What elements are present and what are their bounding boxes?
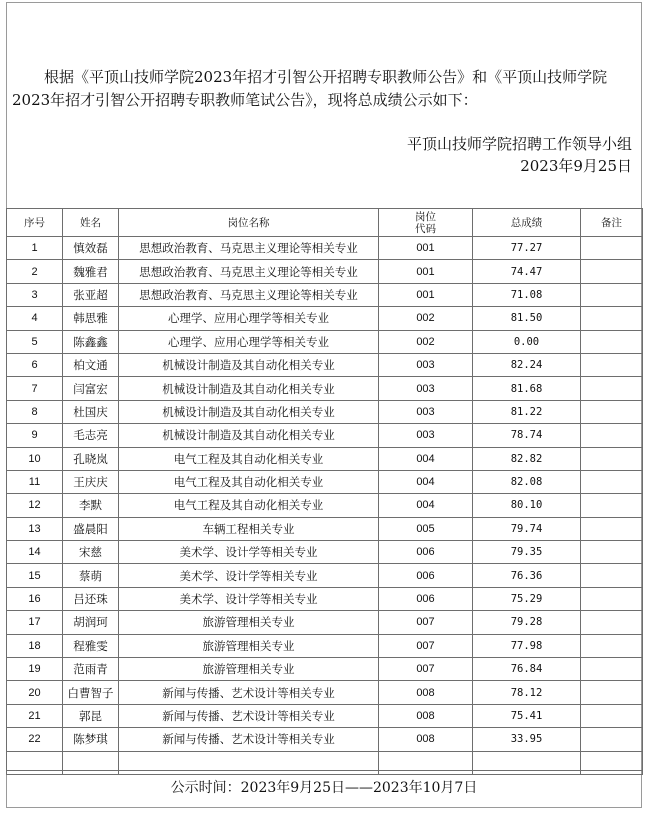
table-row bbox=[7, 634, 643, 657]
row-position: 新闻与传播、艺术设计等相关专业 bbox=[119, 728, 379, 751]
table-row bbox=[7, 307, 643, 330]
row-position: 新闻与传播、艺术设计等相关专业 bbox=[119, 704, 379, 727]
row-position: 机械设计制造及其自动化相关专业 bbox=[119, 424, 379, 447]
row-remark bbox=[581, 353, 643, 376]
header-code bbox=[379, 209, 473, 237]
table-row bbox=[7, 611, 643, 634]
row-name: 柏文通 bbox=[63, 353, 119, 376]
row-score: 74.47 bbox=[473, 260, 581, 283]
row-score: 76.36 bbox=[473, 564, 581, 587]
row-code: 008 bbox=[379, 704, 473, 727]
row-score: 78.12 bbox=[473, 681, 581, 704]
row-position: 思想政治教育、马克思主义理论等相关专业 bbox=[119, 283, 379, 306]
row-name: 毛志亮 bbox=[63, 424, 119, 447]
row-position: 机械设计制造及其自动化相关专业 bbox=[119, 377, 379, 400]
row-index: 13 bbox=[7, 517, 63, 540]
row-remark bbox=[581, 400, 643, 423]
row-name: 杜国庆 bbox=[63, 400, 119, 423]
row-name: 陈鑫鑫 bbox=[63, 330, 119, 353]
row-score: 0.00 bbox=[473, 330, 581, 353]
score-table-wrapper bbox=[6, 208, 642, 775]
row-remark bbox=[581, 377, 643, 400]
row-index: 7 bbox=[7, 377, 63, 400]
row-remark bbox=[581, 307, 643, 330]
row-position: 新闻与传播、艺术设计等相关专业 bbox=[119, 681, 379, 704]
signature-date: 2023年9月25日 bbox=[520, 157, 632, 175]
row-code: 001 bbox=[379, 260, 473, 283]
row-remark bbox=[581, 517, 643, 540]
row-remark bbox=[581, 728, 643, 751]
table-row bbox=[7, 400, 643, 423]
row-index: 18 bbox=[7, 634, 63, 657]
row-index: 4 bbox=[7, 307, 63, 330]
header-index: 序号 bbox=[7, 209, 63, 237]
score-table bbox=[6, 208, 643, 775]
table-row bbox=[7, 517, 643, 540]
intro-paragraph: 根据《平顶山技师学院2023年招才引智公开招聘专职教师公告》和《平顶山技师学院2023年招才引智公开招聘专职教师笔试公告》，现将总成绩公示如下： bbox=[12, 68, 608, 109]
row-code: 004 bbox=[379, 470, 473, 493]
row-position: 思想政治教育、马克思主义理论等相关专业 bbox=[119, 260, 379, 283]
row-score: 82.08 bbox=[473, 470, 581, 493]
row-code: 002 bbox=[379, 330, 473, 353]
row-code: 008 bbox=[379, 681, 473, 704]
row-code: 006 bbox=[379, 541, 473, 564]
row-name: 张亚超 bbox=[63, 283, 119, 306]
header-position: 岗位名称 bbox=[119, 209, 379, 237]
row-code: 004 bbox=[379, 494, 473, 517]
table-row bbox=[7, 424, 643, 447]
table-row bbox=[7, 470, 643, 493]
table-row bbox=[7, 541, 643, 564]
header-code-line2: 代码 bbox=[415, 222, 436, 235]
row-score: 79.28 bbox=[473, 611, 581, 634]
row-name: 胡润珂 bbox=[63, 611, 119, 634]
row-code: 006 bbox=[379, 587, 473, 610]
table-row bbox=[7, 447, 643, 470]
row-score: 81.50 bbox=[473, 307, 581, 330]
row-score: 77.27 bbox=[473, 237, 581, 260]
row-index: 6 bbox=[7, 353, 63, 376]
row-index: 9 bbox=[7, 424, 63, 447]
row-position: 旅游管理相关专业 bbox=[119, 611, 379, 634]
row-remark bbox=[581, 330, 643, 353]
row-name: 程雅雯 bbox=[63, 634, 119, 657]
row-name: 慎效磊 bbox=[63, 237, 119, 260]
row-name: 范雨青 bbox=[63, 658, 119, 681]
row-score: 82.24 bbox=[473, 353, 581, 376]
row-name: 郭昆 bbox=[63, 704, 119, 727]
row-position: 美术学、设计学等相关专业 bbox=[119, 564, 379, 587]
row-name: 闫富宏 bbox=[63, 377, 119, 400]
row-remark bbox=[581, 470, 643, 493]
row-position: 心理学、应用心理学等相关专业 bbox=[119, 330, 379, 353]
row-remark bbox=[581, 447, 643, 470]
row-remark bbox=[581, 681, 643, 704]
row-name: 白曹智子 bbox=[63, 681, 119, 704]
row-name: 韩思雅 bbox=[63, 307, 119, 330]
row-remark bbox=[581, 424, 643, 447]
row-position: 电气工程及其自动化相关专业 bbox=[119, 470, 379, 493]
row-score: 82.82 bbox=[473, 447, 581, 470]
table-row bbox=[7, 728, 643, 751]
row-index: 17 bbox=[7, 611, 63, 634]
row-index: 10 bbox=[7, 447, 63, 470]
row-remark bbox=[581, 587, 643, 610]
row-score: 75.29 bbox=[473, 587, 581, 610]
row-score: 76.84 bbox=[473, 658, 581, 681]
row-position: 美术学、设计学等相关专业 bbox=[119, 587, 379, 610]
row-index: 19 bbox=[7, 658, 63, 681]
header-name: 姓名 bbox=[63, 209, 119, 237]
row-score: 81.22 bbox=[473, 400, 581, 423]
row-score: 81.68 bbox=[473, 377, 581, 400]
table-row bbox=[7, 330, 643, 353]
row-index: 21 bbox=[7, 704, 63, 727]
table-row bbox=[7, 494, 643, 517]
row-name: 孔晓岚 bbox=[63, 447, 119, 470]
row-position: 机械设计制造及其自动化相关专业 bbox=[119, 400, 379, 423]
row-score: 75.41 bbox=[473, 704, 581, 727]
table-body bbox=[7, 237, 643, 775]
row-code: 002 bbox=[379, 307, 473, 330]
row-index: 11 bbox=[7, 470, 63, 493]
row-score: 77.98 bbox=[473, 634, 581, 657]
row-index: 8 bbox=[7, 400, 63, 423]
row-code: 007 bbox=[379, 634, 473, 657]
row-code: 003 bbox=[379, 424, 473, 447]
row-position: 思想政治教育、马克思主义理论等相关专业 bbox=[119, 237, 379, 260]
table-row bbox=[7, 681, 643, 704]
row-score: 80.10 bbox=[473, 494, 581, 517]
signature-block bbox=[407, 133, 632, 177]
row-position: 机械设计制造及其自动化相关专业 bbox=[119, 353, 379, 376]
row-remark bbox=[581, 658, 643, 681]
row-code: 003 bbox=[379, 377, 473, 400]
row-position: 旅游管理相关专业 bbox=[119, 634, 379, 657]
row-index: 14 bbox=[7, 541, 63, 564]
table-row bbox=[7, 237, 643, 260]
publicity-period: 公示时间：2023年9月25日——2023年10月7日 bbox=[6, 770, 642, 805]
row-remark bbox=[581, 634, 643, 657]
row-remark bbox=[581, 541, 643, 564]
row-code: 001 bbox=[379, 283, 473, 306]
row-score: 79.35 bbox=[473, 541, 581, 564]
row-code: 003 bbox=[379, 353, 473, 376]
table-row bbox=[7, 587, 643, 610]
row-index: 2 bbox=[7, 260, 63, 283]
row-code: 007 bbox=[379, 611, 473, 634]
row-code: 003 bbox=[379, 400, 473, 423]
table-header-row bbox=[7, 209, 643, 237]
row-name: 蔡萌 bbox=[63, 564, 119, 587]
row-index: 1 bbox=[7, 237, 63, 260]
row-index: 15 bbox=[7, 564, 63, 587]
header-remark: 备注 bbox=[581, 209, 643, 237]
row-score: 33.95 bbox=[473, 728, 581, 751]
row-position: 电气工程及其自动化相关专业 bbox=[119, 494, 379, 517]
row-name: 陈梦琪 bbox=[63, 728, 119, 751]
row-code: 004 bbox=[379, 447, 473, 470]
row-name: 吕还珠 bbox=[63, 587, 119, 610]
row-code: 005 bbox=[379, 517, 473, 540]
table-row bbox=[7, 377, 643, 400]
row-code: 006 bbox=[379, 564, 473, 587]
table-row bbox=[7, 704, 643, 727]
signature-org: 平顶山技师学院招聘工作领导小组 bbox=[406, 135, 632, 153]
row-index: 12 bbox=[7, 494, 63, 517]
row-remark bbox=[581, 237, 643, 260]
row-code: 007 bbox=[379, 658, 473, 681]
row-index: 16 bbox=[7, 587, 63, 610]
row-position: 旅游管理相关专业 bbox=[119, 658, 379, 681]
row-name: 盛晨阳 bbox=[63, 517, 119, 540]
row-name: 王庆庆 bbox=[63, 470, 119, 493]
row-name: 宋慈 bbox=[63, 541, 119, 564]
header-code-line1: 岗位 bbox=[415, 210, 436, 223]
row-remark bbox=[581, 494, 643, 517]
table-row bbox=[7, 658, 643, 681]
table-row bbox=[7, 353, 643, 376]
row-remark bbox=[581, 564, 643, 587]
row-score: 71.08 bbox=[473, 283, 581, 306]
row-remark bbox=[581, 611, 643, 634]
row-position: 美术学、设计学等相关专业 bbox=[119, 541, 379, 564]
row-index: 22 bbox=[7, 728, 63, 751]
row-index: 5 bbox=[7, 330, 63, 353]
row-index: 3 bbox=[7, 283, 63, 306]
table-row bbox=[7, 564, 643, 587]
table-row bbox=[7, 283, 643, 306]
row-position: 心理学、应用心理学等相关专业 bbox=[119, 307, 379, 330]
row-position: 电气工程及其自动化相关专业 bbox=[119, 447, 379, 470]
table-row bbox=[7, 260, 643, 283]
row-code: 001 bbox=[379, 237, 473, 260]
row-score: 79.74 bbox=[473, 517, 581, 540]
intro-text bbox=[12, 66, 632, 112]
row-remark bbox=[581, 283, 643, 306]
row-index: 20 bbox=[7, 681, 63, 704]
row-name: 魏雅君 bbox=[63, 260, 119, 283]
header-score: 总成绩 bbox=[473, 209, 581, 237]
row-score: 78.74 bbox=[473, 424, 581, 447]
row-remark bbox=[581, 704, 643, 727]
row-code: 008 bbox=[379, 728, 473, 751]
row-remark bbox=[581, 260, 643, 283]
row-position: 车辆工程相关专业 bbox=[119, 517, 379, 540]
row-name: 李默 bbox=[63, 494, 119, 517]
